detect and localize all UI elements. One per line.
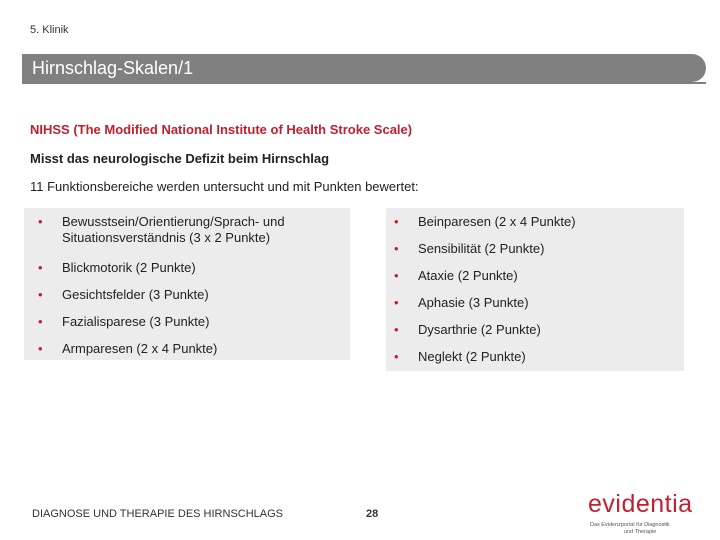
footer-course-title: DIAGNOSE UND THERAPIE DES HIRNSCHLAGS: [32, 508, 284, 520]
scale-name: NIHSS (The Modified National Institute of Health Stroke Scale): [30, 122, 413, 137]
right-criteria-list: [386, 208, 684, 371]
logo-tagline: Das Evidenzportal für Diagnostik: [590, 522, 670, 528]
list-item-label: Ataxie (2 Punkte): [418, 268, 518, 283]
bullet-icon: •: [38, 287, 43, 302]
list-item-label: Bewusstsein/Orientierung/Sprach- und Situationsverständnis (3 x 2 Punkte): [62, 214, 285, 245]
list-item-label: Aphasie (3 Punkte): [418, 295, 529, 310]
breadcrumb: 5. Klinik: [30, 24, 69, 36]
bullet-icon: •: [394, 214, 399, 229]
bullet-icon: •: [38, 341, 43, 356]
list-item-label: Beinparesen (2 x 4 Punkte): [418, 214, 576, 229]
list-item-label: Blickmotorik (2 Punkte): [62, 260, 196, 275]
bullet-icon: •: [38, 314, 43, 329]
list-item-label: Fazialisparese (3 Punkte): [62, 314, 210, 329]
bullet-icon: •: [394, 349, 399, 364]
list-item-label: Armparesen (2 x 4 Punkte): [62, 341, 218, 356]
bullet-icon: •: [38, 260, 43, 275]
logo-tagline: und Therapie: [624, 529, 657, 535]
logo-wordmark: evidentia: [588, 490, 693, 518]
bullet-icon: •: [394, 322, 399, 337]
left-criteria-list: [24, 208, 350, 360]
list-item-label: Neglekt (2 Punkte): [418, 349, 526, 364]
bullet-icon: •: [38, 214, 43, 229]
bullet-icon: •: [394, 268, 399, 283]
title-divider: [22, 82, 706, 84]
list-item-label: Dysarthrie (2 Punkte): [418, 322, 541, 337]
page-title: Hirnschlag-Skalen/1: [32, 58, 194, 78]
bullet-icon: •: [394, 241, 399, 256]
scale-description: Misst das neurologische Defizit beim Hirnschlag: [30, 151, 330, 166]
page-number: 28: [366, 508, 379, 520]
intro-text: 11 Funktionsbereiche werden untersucht und mit Punkten bewertet:: [30, 179, 419, 194]
evidentia-logo: [588, 490, 708, 536]
bullet-icon: •: [394, 295, 399, 310]
list-item-label: Gesichtsfelder (3 Punkte): [62, 287, 209, 302]
list-item-label: Sensibilität (2 Punkte): [418, 241, 545, 256]
title-bar: [22, 54, 706, 82]
